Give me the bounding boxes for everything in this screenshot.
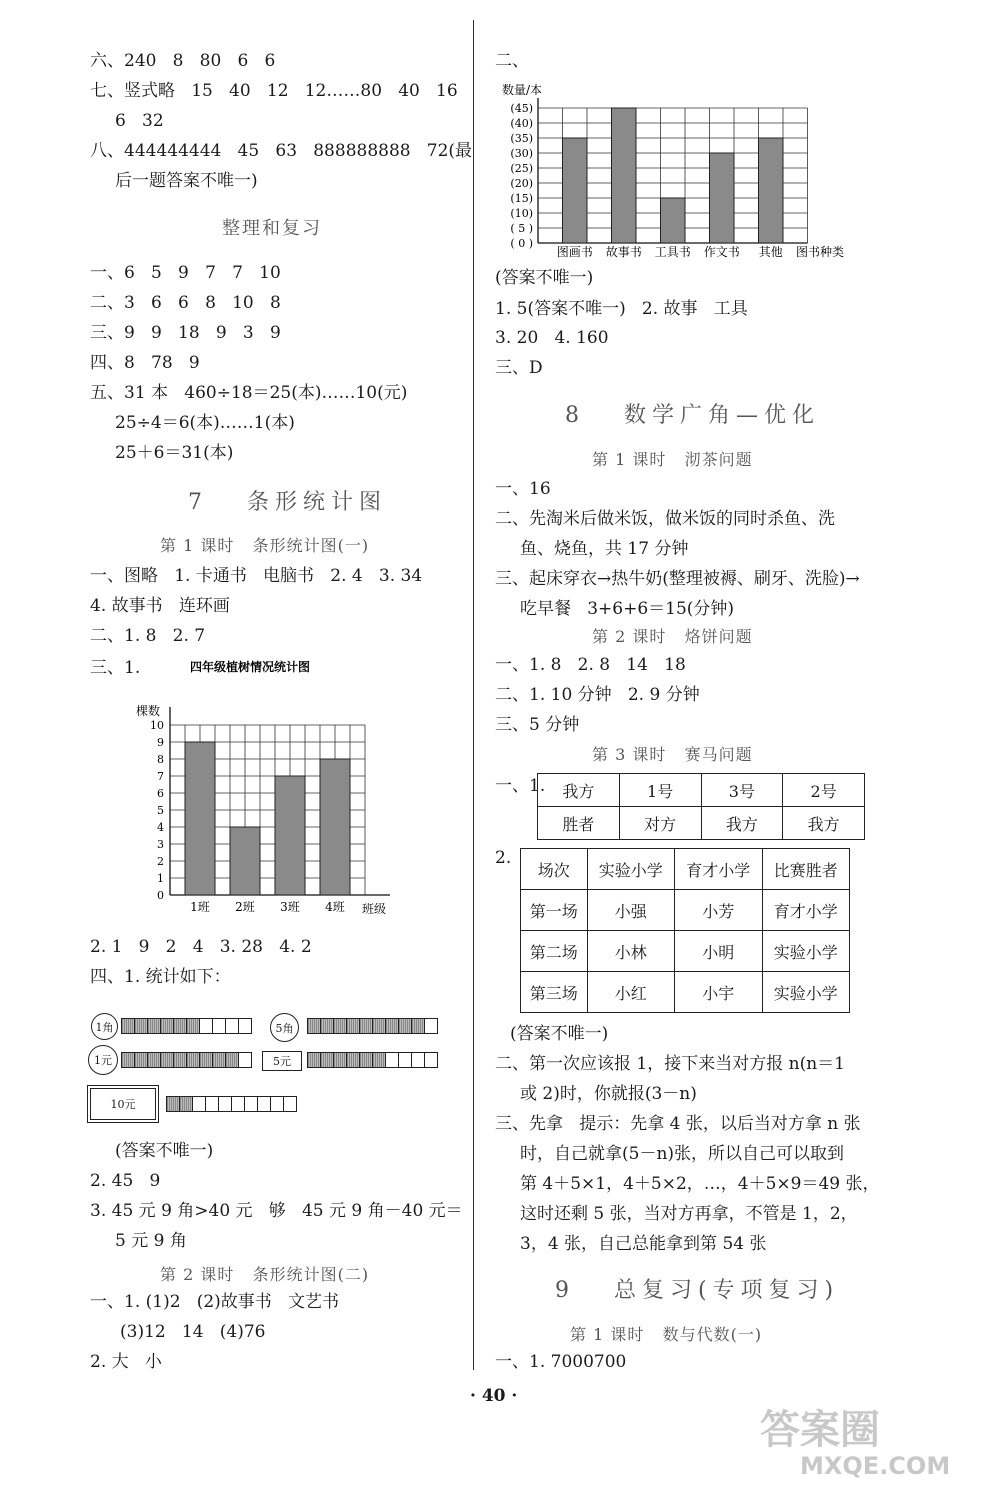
table-cell: 实验小学	[587, 849, 674, 890]
y-tick-label: (35)	[510, 132, 533, 145]
tally-cell	[166, 1096, 180, 1112]
tally-cell	[385, 1018, 399, 1034]
y-tick-label: 3	[157, 838, 164, 851]
answer-line: 5 元 9 角	[115, 1231, 187, 1251]
y-tick-label: 7	[157, 770, 164, 783]
answer-line: 一、16	[495, 479, 551, 499]
y-tick-label: 2	[157, 855, 164, 868]
section-title: 整理和复习	[222, 218, 322, 239]
tree-planting-bar-chart	[128, 655, 408, 920]
unit-title: 7 条形统计图	[188, 490, 387, 515]
coin-1jiao-icon: 1角	[91, 1013, 118, 1040]
tally-cell	[238, 1018, 252, 1034]
x-tick-label: 其他	[758, 245, 783, 259]
x-tick-label: 1班	[190, 900, 210, 914]
tally-cell	[320, 1052, 334, 1068]
tally-cell	[244, 1096, 258, 1112]
tally-cell	[424, 1052, 438, 1068]
answer-line: 3. 20 4. 160	[495, 328, 609, 348]
y-tick-label: ( 5 )	[510, 222, 533, 235]
y-tick-label: 4	[157, 821, 164, 834]
bar	[320, 759, 350, 895]
answer-line: 三、D	[495, 358, 543, 378]
x-tick-label: 4班	[325, 900, 345, 914]
tally-cell	[346, 1052, 360, 1068]
answer-line: 二、先淘米后做米饭，做米饭的同时杀鱼、洗	[495, 509, 835, 529]
tally-cell	[147, 1018, 161, 1034]
table-cell: 2号	[783, 774, 865, 807]
tally-strip	[308, 1018, 438, 1034]
watermark-logo: 答案圈	[760, 1407, 880, 1453]
answer-line: 或 2)时，你就报(3－n)	[520, 1084, 697, 1104]
tally-cell	[134, 1052, 148, 1068]
answer-line: 一、1.	[495, 776, 546, 796]
table-cell: 1号	[619, 774, 701, 807]
answer-line: 二、1. 10 分钟 2. 9 分钟	[495, 685, 700, 705]
answer-line: 七、竖式略 15 40 12 12……80 40 16	[90, 81, 458, 101]
table-cell: 比赛胜者	[762, 849, 849, 890]
y-tick-label: (40)	[510, 117, 533, 130]
tally-cell	[424, 1018, 438, 1034]
tally-strip	[308, 1052, 438, 1068]
watermark-url: MXQE.COM	[800, 1452, 951, 1480]
answer-line: 四、8 78 9	[90, 353, 200, 373]
answer-line: 二、第一次应该报 1，接下来当对方报 n(n＝1	[495, 1054, 845, 1074]
answer-line: 3. 45 元 9 角>40 元 够 45 元 9 角－40 元＝	[90, 1201, 463, 1221]
bar	[275, 776, 305, 895]
answer-line: 一、图略 1. 卡通书 电脑书 2. 4 3. 34	[90, 566, 423, 586]
tally-cell	[307, 1052, 321, 1068]
tally-cell	[238, 1052, 252, 1068]
table-cell: 我方	[538, 774, 620, 807]
y-tick-label: (30)	[510, 147, 533, 160]
answer-line: 三、先拿 提示：先拿 4 张，以后当对方拿 n 张	[495, 1114, 861, 1134]
lesson-title: 第 1 课时 沏茶问题	[592, 450, 753, 469]
answer-line: 25÷4＝6(本)……1(本)	[115, 413, 295, 433]
tally-cell	[333, 1052, 347, 1068]
bar	[612, 108, 637, 243]
horse-race-table-2	[520, 848, 850, 1013]
tally-cell	[205, 1096, 219, 1112]
y-tick-label: (20)	[510, 177, 533, 190]
lesson-title: 第 1 课时 数与代数(一)	[570, 1325, 763, 1344]
table-cell: 场次	[521, 849, 588, 890]
tally-cell	[186, 1052, 200, 1068]
coin-5jiao-icon: 5角	[270, 1013, 299, 1042]
tally-cell	[307, 1018, 321, 1034]
table-cell: 第二场	[521, 931, 588, 972]
bar	[661, 198, 686, 243]
answer-line: 2. 1 9 2 4 3. 28 4. 2	[90, 937, 312, 957]
table-cell: 小宇	[675, 972, 762, 1013]
x-tick-label: 2班	[235, 900, 255, 914]
table-cell: 小芳	[675, 890, 762, 931]
tally-cell	[359, 1018, 373, 1034]
lesson-title: 第 2 课时 条形统计图(二)	[160, 1265, 370, 1284]
answer-line: 六、240 8 80 6 6	[90, 51, 276, 71]
answer-line: (答案不唯一)	[510, 1024, 609, 1044]
y-tick-label: (15)	[510, 192, 533, 205]
tally-cell	[372, 1052, 386, 1068]
tally-strip	[122, 1018, 252, 1034]
table-cell: 第一场	[521, 890, 588, 931]
x-tick-label: 图画书	[556, 245, 593, 259]
answer-line: 五、31 本 460÷18＝25(本)……10(元)	[90, 383, 408, 403]
answer-line: 6 32	[115, 111, 164, 131]
answer-line: 吃早餐 3+6+6＝15(分钟)	[520, 599, 735, 619]
x-axis-label: 班级	[362, 902, 387, 916]
tally-cell	[179, 1096, 193, 1112]
unit-title: 8 数学广角—优化	[565, 403, 820, 428]
tally-cell	[359, 1052, 373, 1068]
x-tick-label: 3班	[280, 900, 300, 914]
answer-line: 这时还剩 5 张，当对方再拿，不管是 1，2，	[520, 1204, 858, 1224]
tally-cell	[173, 1018, 187, 1034]
tally-cell	[398, 1018, 412, 1034]
banknote-5yuan-icon: 5元	[262, 1051, 302, 1071]
tally-cell	[385, 1052, 399, 1068]
tally-cell	[199, 1052, 213, 1068]
table-cell: 育才小学	[675, 849, 762, 890]
y-tick-label: 1	[157, 872, 164, 885]
answer-line: 2. 45 9	[90, 1171, 161, 1191]
answer-line: 三、5 分钟	[495, 715, 580, 735]
table-cell: 育才小学	[762, 890, 849, 931]
y-tick-label: 10	[150, 719, 164, 732]
tally-strip	[122, 1052, 252, 1068]
tally-cell	[160, 1018, 174, 1034]
table-cell: 3号	[701, 774, 783, 807]
y-tick-label: (10)	[510, 207, 533, 220]
answer-line: 一、1. 8 2. 8 14 18	[495, 655, 686, 675]
tally-cell	[411, 1052, 425, 1068]
tally-cell	[333, 1018, 347, 1034]
answer-line: 二、	[495, 51, 529, 71]
y-tick-label: ( 0 )	[510, 237, 533, 250]
tally-cell	[225, 1052, 239, 1068]
y-tick-label: (45)	[510, 102, 533, 115]
x-tick-label: 工具书	[654, 245, 691, 259]
chart-title: 四年级植树情况统计图	[190, 660, 311, 674]
y-tick-label: 9	[157, 736, 164, 749]
banknote-10yuan-icon: 10元	[90, 1088, 156, 1120]
answer-line: 四、1. 统计如下：	[90, 967, 231, 987]
x-tick-label: 故事书	[605, 245, 642, 259]
bar	[710, 153, 735, 243]
answer-line: 鱼、烧鱼，共 17 分钟	[520, 539, 689, 559]
y-tick-label: (25)	[510, 162, 533, 175]
answer-line: (答案不唯一)	[495, 268, 594, 288]
y-tick-label: 5	[157, 804, 164, 817]
answer-line: 二、1. 8 2. 7	[90, 626, 206, 646]
unit-title: 9 总复习(专项复习)	[555, 1278, 840, 1303]
coin-1yuan-icon: 1元	[88, 1045, 118, 1075]
tally-cell	[218, 1096, 232, 1112]
answer-line: 2. 大 小	[90, 1352, 162, 1372]
answer-line: 1. 5(答案不唯一) 2. 故事 工具	[495, 299, 748, 319]
page-number: · 40 ·	[470, 1386, 518, 1406]
answer-line: 时，自己就拿(5－n)张，所以自己可以取到	[520, 1144, 845, 1164]
table-cell: 实验小学	[762, 931, 849, 972]
answer-line: 一、1. (1)2 (2)故事书 文艺书	[90, 1292, 340, 1312]
book-types-bar-chart	[490, 78, 870, 263]
lesson-title: 第 1 课时 条形统计图(一)	[160, 536, 370, 555]
tally-cell	[225, 1018, 239, 1034]
tally-cell	[134, 1018, 148, 1034]
tally-cell	[257, 1096, 271, 1112]
table-cell: 小红	[587, 972, 674, 1013]
x-tick-label: 作文书	[703, 245, 740, 259]
answer-line: 三、起床穿衣→热牛奶(整理被褥、刷牙、洗脸)→	[495, 569, 860, 589]
tally-cell	[212, 1018, 226, 1034]
y-tick-label: 8	[157, 753, 164, 766]
table-cell: 胜者	[538, 807, 620, 840]
answer-line: 三、1.	[90, 658, 141, 678]
tally-cell	[411, 1018, 425, 1034]
bar	[230, 827, 260, 895]
lesson-title: 第 3 课时 赛马问题	[592, 745, 753, 764]
table-cell: 小明	[675, 931, 762, 972]
tally-cell	[398, 1052, 412, 1068]
tally-cell	[147, 1052, 161, 1068]
tally-cell	[186, 1018, 200, 1034]
table-cell: 小强	[587, 890, 674, 931]
answer-line: (3)12 14 (4)76	[120, 1322, 266, 1342]
answer-line: 一、6 5 9 7 7 10	[90, 263, 281, 283]
answer-line: 三、9 9 18 9 3 9	[90, 323, 281, 343]
tally-cell	[320, 1018, 334, 1034]
table-cell: 实验小学	[762, 972, 849, 1013]
tally-strip	[167, 1096, 297, 1112]
answer-line: 八、444444444 45 63 888888888 72(最	[90, 141, 473, 161]
answer-line: 第 4＋5×1，4＋5×2，…，4＋5×9＝49 张，	[520, 1174, 880, 1194]
table-cell: 我方	[783, 807, 865, 840]
tally-cell	[192, 1096, 206, 1112]
answer-line: 4. 故事书 连环画	[90, 596, 230, 616]
y-tick-label: 6	[157, 787, 164, 800]
horse-race-table-1	[537, 773, 865, 840]
tally-cell	[121, 1052, 135, 1068]
table-cell: 我方	[701, 807, 783, 840]
answer-line: 一、1. 7000700	[495, 1352, 627, 1372]
bar	[563, 138, 588, 243]
y-axis-label: 数量/本	[502, 83, 543, 97]
answer-line: 二、3 6 6 8 10 8	[90, 293, 281, 313]
lesson-title: 第 2 课时 烙饼问题	[592, 627, 753, 646]
table-cell: 对方	[619, 807, 701, 840]
tally-cell	[160, 1052, 174, 1068]
tally-cell	[346, 1018, 360, 1034]
tally-cell	[372, 1018, 386, 1034]
table-cell: 小林	[587, 931, 674, 972]
answer-line: 3，4 张，自己总能拿到第 54 张	[520, 1234, 767, 1254]
tally-cell	[121, 1018, 135, 1034]
answer-line: 2.	[495, 848, 512, 868]
bar	[759, 138, 784, 243]
answer-line: 后一题答案不唯一)	[115, 171, 258, 191]
tally-cell	[270, 1096, 284, 1112]
tally-cell	[283, 1096, 297, 1112]
y-tick-label: 0	[157, 889, 164, 902]
column-divider	[473, 20, 474, 1370]
tally-cell	[173, 1052, 187, 1068]
tally-cell	[212, 1052, 226, 1068]
answer-line: (答案不唯一)	[115, 1141, 214, 1161]
bar	[185, 742, 215, 895]
x-axis-label: 图书种类	[796, 245, 845, 259]
tally-cell	[231, 1096, 245, 1112]
tally-cell	[199, 1018, 213, 1034]
y-axis-label: 棵数	[136, 704, 161, 718]
table-cell: 第三场	[521, 972, 588, 1013]
answer-line: 25＋6＝31(本)	[115, 443, 234, 463]
